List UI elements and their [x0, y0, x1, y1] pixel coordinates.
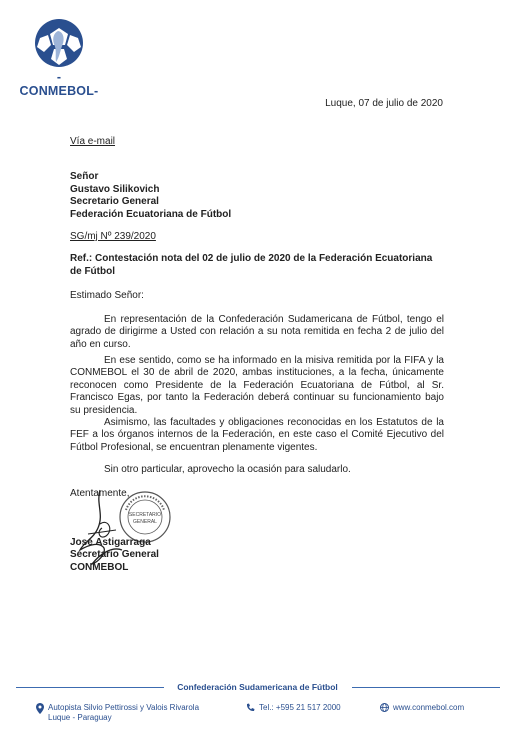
footer-address	[36, 703, 199, 723]
recipient-name: Gustavo Silikovich	[70, 183, 160, 195]
stamp-line-2: GENERAL	[133, 519, 157, 525]
recipient-salutation: Señor	[70, 171, 99, 182]
paragraph-3: Asimismo, las facultades y obligaciones reconocidas en los Estatutos de la FEF a los órganos internos de la Federación, en este caso el Comité Ejecutivo del Fútbol Profesional, se encuentran plenamente vigentes.	[70, 417, 444, 453]
footer-organization: Confederación Sudamericana de Fútbol	[177, 682, 338, 692]
delivery-method: Vía e-mail	[70, 136, 116, 147]
footer-website-text[interactable]: www.conmebol.com	[393, 703, 465, 712]
globe-icon	[380, 703, 389, 715]
greeting: Estimado Señor:	[70, 290, 144, 301]
letter-date: Luque, 07 de julio de 2020	[325, 98, 443, 109]
conmebol-logo	[18, 14, 100, 98]
stamp-line-1: SECRETARIO	[128, 512, 162, 518]
letter-subject: Ref.: Contestación nota del 02 de julio de 2020 de la Federación Ecuatoriana de Fútbol	[70, 253, 433, 277]
seal-icon	[118, 490, 172, 544]
football-globe-icon	[18, 14, 100, 72]
reference-number: SG/mj Nº 239/2020	[70, 231, 156, 242]
footer-phone-text: Tel.: +595 21 517 2000	[259, 703, 341, 712]
footer-address-line-1: Autopista Silvio Pettirossi y Valois Rivarola	[48, 703, 200, 712]
signatory-block	[70, 537, 159, 574]
signatory-name: José Astigarraga	[70, 537, 151, 548]
paragraph-4: Sin otro particular, aprovecho la ocasión para saludarlo.	[104, 464, 351, 475]
paragraph-1: En representación de la Confederación Sudamericana de Fútbol, tengo el agrado de dirigirme a Usted con relación a su nota remitida en fecha 2 de julio del año en curso.	[70, 314, 444, 350]
logo-wordmark: -CONMEBOL-	[19, 70, 99, 98]
closing: Atentamente,	[70, 488, 130, 499]
signatory-title: Secretario General	[70, 549, 159, 561]
recipient-organization: Federación Ecuatoriana de Fútbol	[70, 208, 232, 220]
phone-icon	[246, 703, 255, 715]
location-pin-icon	[36, 703, 44, 717]
footer-address-line-2: Luque - Paraguay	[48, 713, 112, 722]
recipient-block	[70, 171, 231, 221]
official-stamp	[118, 490, 172, 544]
signatory-organization: CONMEBOL	[70, 561, 129, 573]
paragraph-2: En ese sentido, como se ha informado en la misiva remitida por la FIFA y la CONMEBOL el 30 de abril de 2020, ambas instituciones, a la fecha, únicamente reconocen como Presidente de la Federación Ecuatoriana de Fútbol, al Sr. Francisco Egas, por tanto la Federación deberá continuar su funcionamiento bajo su presidencia.	[70, 355, 444, 416]
footer-phone	[246, 703, 341, 715]
recipient-title: Secretario General	[70, 196, 159, 208]
footer-website[interactable]	[380, 703, 464, 715]
